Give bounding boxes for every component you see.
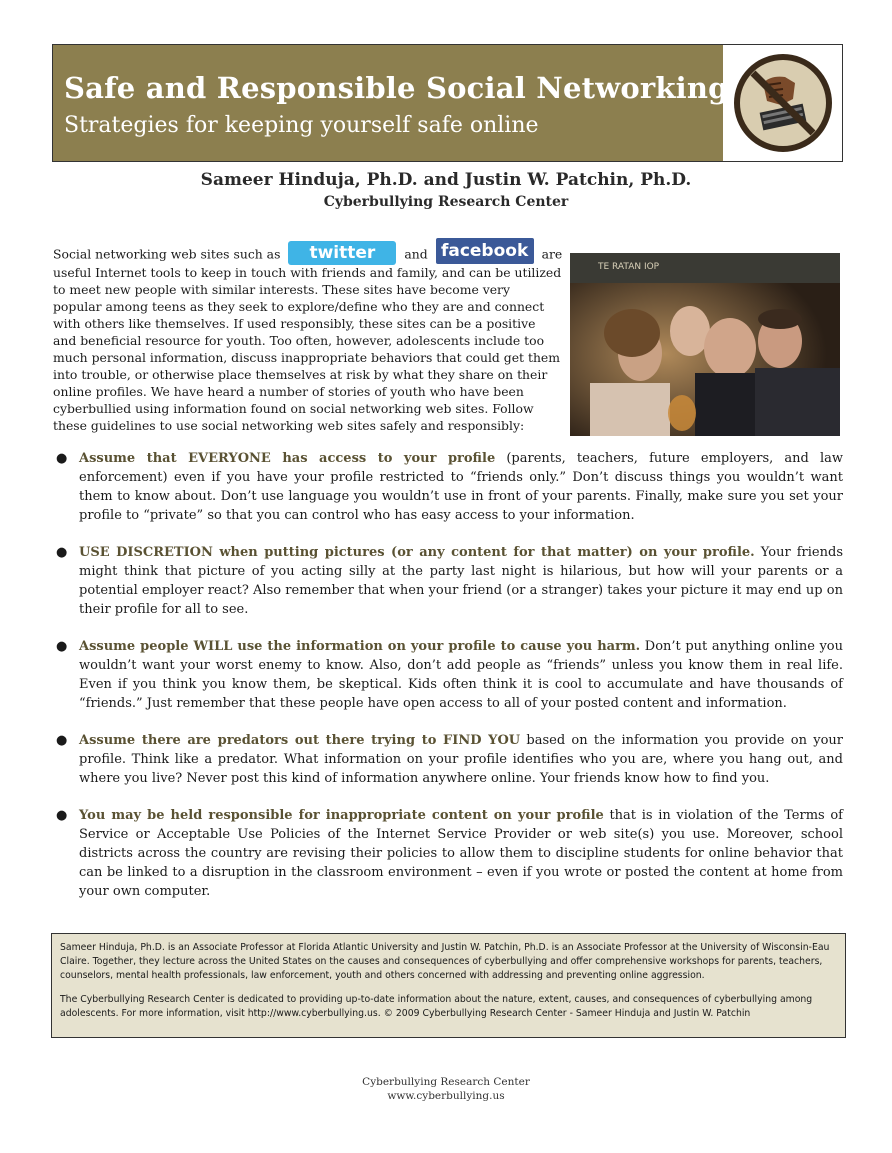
bullet-body: (parents, teachers, future employers, and law enforcement) even if you have your profile restricted to “friends only.” Don’t discuss things you wouldn’t want them to know about. Don’t use language you wouldn’t use in front of your parents. Finally, make sure you set your profile to “private” so that you can control who has easy access to your information.	[79, 451, 843, 523]
bullet-icon: ●	[56, 451, 68, 466]
intro-and: and	[404, 246, 428, 262]
bullet-lead: USE DISCRETION when putting pictures (or any content for that matter) on your profile.	[79, 545, 755, 560]
intro-line: useful Internet tools to keep in touch with friends and family, and can be utilized	[53, 265, 562, 280]
intro-line: to meet new people with similar interests. These sites have become very	[53, 282, 510, 297]
header-banner	[52, 44, 843, 162]
intro-prefix: Social networking web sites such as	[53, 246, 281, 262]
page-title: Safe and Responsible Social Networking	[64, 71, 729, 105]
bullet-icon: ●	[56, 808, 68, 823]
intro-line: these guidelines to use social networking web sites safely and responsibly:	[53, 418, 525, 433]
bullet-body: Your friends might think that picture of you acting silly at the party last night is hilarious, but how will your parents or a potential employer react? Also remember that when your friend (or a stranger) takes your picture it may end up on their profile for all to see.	[79, 545, 843, 617]
footer-org: Cyberbullying Research Center	[362, 1076, 530, 1088]
bullet-lead: You may be held responsible for inappropriate content on your profile	[79, 808, 604, 823]
bullet-icon: ●	[56, 733, 68, 748]
bullet-body: based on the information you provide on your profile. Think like a predator. What information on your profile identifies who you are, where you hang out, and where you live? Never post this kind of information anywhere online. Your friends know how to find you.	[79, 733, 843, 786]
intro-paragraph	[53, 264, 563, 434]
list-item	[48, 731, 843, 788]
list-item	[48, 637, 843, 713]
header-title-panel	[53, 45, 729, 161]
intro-line: much personal information, discuss inappropriate behaviors that could get them	[53, 350, 561, 365]
page-footer	[0, 1075, 892, 1103]
intro-line: and beneficial resource for youth. Too often, however, adolescents include too	[53, 333, 545, 348]
list-item	[48, 806, 843, 901]
list-item	[48, 543, 843, 619]
intro-suffix: are	[541, 246, 563, 262]
bio-paragraph: Sameer Hinduja, Ph.D. is an Associate Professor at Florida Atlantic University and Justin W. Patchin, Ph.D. is an Associate Professor at the University of Wisconsin-Eau Claire. Together, they lecture across the United States on the causes and consequences of cyberbullying and offer comprehensive workshops for parents, teachers, counselors, mental health professionals, law enforcement, youth and others concerned with addressing and preventing online aggression.	[60, 942, 830, 981]
photo-sign-text: TE RATAN IOP	[598, 262, 660, 272]
intro-line: popular among teens as they seek to explore/define who they are and connect	[53, 299, 545, 314]
intro-line: with others like themselves. If used responsibly, these sites can be a positive	[53, 316, 536, 331]
center-description: The Cyberbullying Research Center is dedicated to providing up-to-date information about the nature, extent, causes, and consequences of cyberbullying among adolescents. For more information, visit http://www.cyberbullying.us. © 2009 Cyberbullying Research Center - Sameer Hinduja and Justin W. Patchin	[60, 994, 813, 1019]
group-photo	[570, 253, 840, 436]
bullet-icon: ●	[56, 545, 68, 560]
intro-line: into trouble, or otherwise place themselves at risk by what they share on their	[53, 367, 548, 382]
page-subtitle: Strategies for keeping yourself safe online	[64, 113, 539, 138]
intro-line: cyberbullied using information found on social networking web sites. Follow	[53, 401, 534, 416]
footer-url: www.cyberbullying.us	[387, 1090, 505, 1102]
intro-line: online profiles. We have heard a number of stories of youth who have been	[53, 384, 524, 399]
facebook-logo: facebook	[436, 238, 534, 264]
bullet-body: that is in violation of the Terms of Service or Acceptable Use Policies of the Internet Service Provider or web site(s) you use. Moreover, school districts across the country are revising their policies to allow them to discipline students for online behavior that can be linked to a disruption in the classroom environment – even if you wrote or posted the content at home from your own computer.	[79, 808, 843, 899]
bullet-body: Don’t put anything online you wouldn’t want your worst enemy to know. Also, don’t add people as “friends” unless you know them in real life. Even if you think you know them, be skeptical. Kids often think it is cool to accumulate and have thousands of “friends.” Just remember that these people have open access to all of your posted content and information.	[79, 639, 843, 711]
twitter-logo: twitter	[288, 241, 396, 265]
bullet-lead: Assume people WILL use the information on your profile to cause you harm.	[79, 639, 641, 654]
bullet-lead: Assume that EVERYONE has access to your profile	[79, 451, 496, 466]
bullet-lead: Assume there are predators out there trying to FIND YOU	[79, 733, 521, 748]
organization-line: Cyberbullying Research Center	[323, 194, 569, 210]
list-item	[48, 449, 843, 525]
bullet-icon: ●	[56, 639, 68, 654]
author-bio-box	[51, 933, 846, 1038]
guidelines-list	[48, 449, 843, 919]
authors-line: Sameer Hinduja, Ph.D. and Justin W. Patchin, Ph.D.	[200, 170, 692, 190]
no-cyberbullying-icon	[733, 53, 833, 153]
